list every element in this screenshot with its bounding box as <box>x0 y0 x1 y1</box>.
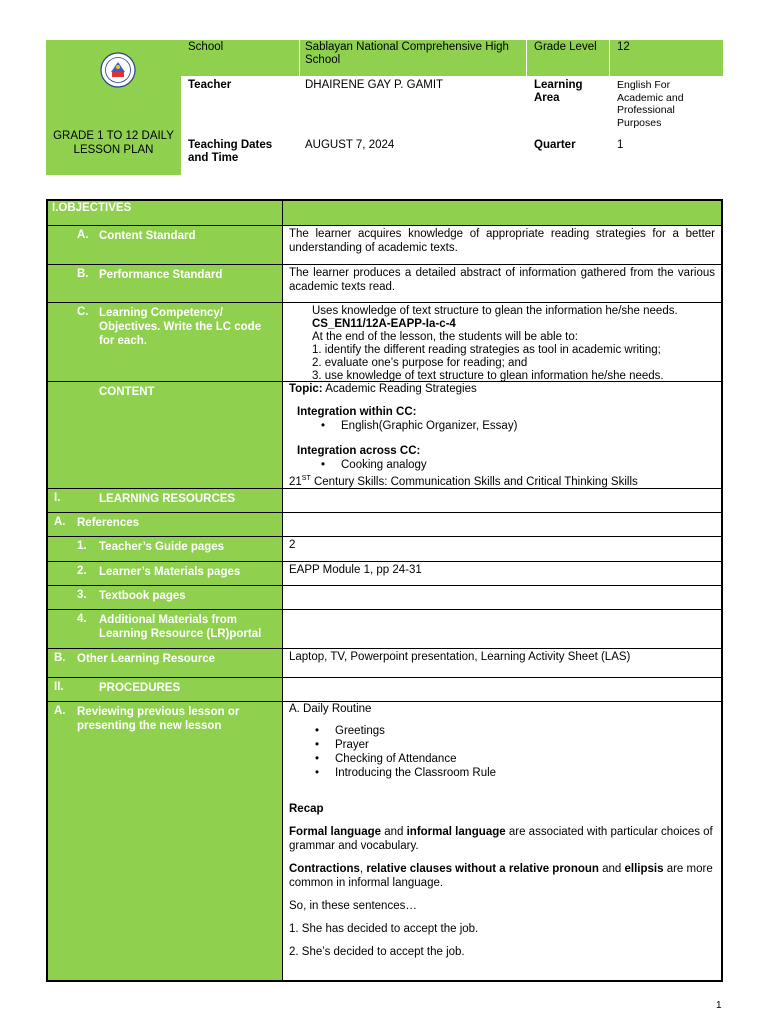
teaching-dates-label: Teaching Dates and Time <box>188 139 273 164</box>
learning-resources-row: I. LEARNING RESOURCES <box>48 489 721 513</box>
quarter-label: Quarter <box>534 139 576 151</box>
content-standard-label: Content Standard <box>99 230 196 242</box>
learners-materials-value: EAPP Module 1, pp 24-31 <box>289 564 422 576</box>
page-number: 1 <box>716 1000 722 1011</box>
routine-item-classroom-rule: • Introducing the Classroom Rule <box>289 766 715 780</box>
reviewing-lesson-row: A. Reviewing previous lesson or presenting the new lesson A. Daily Routine • Greetings • Prayer • Checking of Attendance • Introducing the Classroom Rule Recap Formal language and informal language are associated with particular choices of grammar and vocabulary. Contractions, relative clauses without a relative pronoun and ellipsis are more common in informal language. So, in these sentences… 1. She has decided to accept the job. 2. She’s decided to accept the job. <box>48 702 721 980</box>
other-resource-label: Other Learning Resource <box>77 653 216 665</box>
teaching-dates-value: AUGUST 7, 2024 <box>305 139 395 151</box>
recap-paragraph-1: Formal language and informal language are associated with particular choices of grammar and vocabulary. <box>289 826 713 852</box>
school-value: Sablayan National Comprehensive High School <box>305 41 509 66</box>
learners-materials-label: Learner’s Materials pages <box>99 566 241 578</box>
teacher-value: DHAIRENE GAY P. GAMIT <box>305 79 444 91</box>
recap-title: Recap <box>289 803 324 815</box>
performance-standard-row: B. Performance Standard The learner produces a detailed abstract of information gathered from the various academic texts read. <box>48 265 721 303</box>
learners-materials-row: 2. Learner’s Materials pages EAPP Module 1, pp 24-31 <box>48 562 721 586</box>
example-sentence-2: 2. She’s decided to accept the job. <box>289 946 465 958</box>
integration-across-item: • Cooking analogy <box>295 458 715 472</box>
grade-level-label: Grade Level <box>534 41 597 53</box>
example-sentence-1: 1. She has decided to accept the job. <box>289 923 479 935</box>
routine-item-greetings: • Greetings <box>289 724 715 738</box>
routine-item-prayer: • Prayer <box>289 738 715 752</box>
performance-standard-label: Performance Standard <box>99 269 223 281</box>
daily-routine-title: A. Daily Routine <box>289 703 372 715</box>
recap-paragraph-3: So, in these sentences… <box>289 900 417 912</box>
learning-area-label: Learning Area <box>534 79 583 104</box>
lesson-plan-table <box>46 199 723 982</box>
topic-label: Topic: <box>289 383 323 395</box>
school-label: School <box>188 41 224 53</box>
additional-materials-row: 4. Additional Materials from Learning Resource (LR)portal <box>48 610 721 649</box>
objectives-heading-row <box>48 201 721 226</box>
topic-value: Academic Reading Strategies <box>322 383 477 395</box>
content-row <box>48 382 721 489</box>
references-row: A. References <box>48 513 721 537</box>
teacher-label: Teacher <box>188 79 232 91</box>
content-standard-row: A. Content Standard The learner acquires knowledge of appropriate reading strategies for a better understanding of academic texts. <box>48 226 721 265</box>
deped-seal-icon <box>100 52 136 88</box>
document-title: GRADE 1 TO 12 DAILY LESSON PLAN <box>53 130 174 156</box>
competency-item-2: 2. evaluate one’s purpose for reading; and <box>312 357 528 369</box>
routine-item-attendance: • Checking of Attendance <box>289 752 715 766</box>
reviewing-lesson-label: Reviewing previous lesson or presenting the new lesson <box>77 706 240 732</box>
teachers-guide-label: Teacher’s Guide pages <box>99 541 225 553</box>
teachers-guide-row: 1. Teacher’s Guide pages 2 <box>48 537 721 562</box>
learning-area-value: English For Academic and Professional Purposes <box>617 79 684 129</box>
performance-standard-text: The learner produces a detailed abstract of information gathered from the various academic texts read. <box>289 267 715 293</box>
competency-item-3: 3. use knowledge of text structure to glean information he/she needs. <box>312 370 664 382</box>
procedures-heading: PROCEDURES <box>99 682 181 694</box>
content-label: CONTENT <box>99 386 155 398</box>
competency-code: CS_EN11/12A-EAPP-Ia-c-4 <box>312 318 456 330</box>
textbook-pages-row: 3. Textbook pages <box>48 586 721 610</box>
century-skills: 21ST Century Skills: Communication Skills and Critical Thinking Skills <box>289 475 638 488</box>
references-label: References <box>77 517 140 529</box>
competency-item-1: 1. identify the different reading strategies as tool in academic writing; <box>312 344 661 356</box>
integration-within-label: Integration within CC: <box>297 406 417 418</box>
textbook-pages-label: Textbook pages <box>99 590 186 602</box>
learning-competency-row: C. Learning Competency/ Objectives. Write the LC code for each. Uses knowledge of text structure to glean the information he/she needs. CS_EN11/12A-EAPP-Ia-c-4 At the end of the lesson, the students will be able to: 1. identify the different reading strategies as tool in academic writing; 2. evaluate one’s purpose for reading; and 3. use knowledge of text structure to glean information he/she needs. <box>48 303 721 382</box>
competency-intro: Uses knowledge of text structure to glean the information he/she needs. <box>312 305 678 317</box>
other-resource-row: B. Other Learning Resource Laptop, TV, Powerpoint presentation, Learning Activity Sheet (LAS) <box>48 649 721 678</box>
content-standard-text: The learner acquires knowledge of appropriate reading strategies for a better understanding of academic texts. <box>289 228 715 254</box>
other-resource-value: Laptop, TV, Powerpoint presentation, Learning Activity Sheet (LAS) <box>289 651 631 663</box>
teachers-guide-value: 2 <box>289 539 296 551</box>
recap-paragraph-2: Contractions, relative clauses without a relative pronoun and ellipsis are more common in informal language. <box>289 863 713 889</box>
procedures-row: II. PROCEDURES <box>48 678 721 702</box>
learning-competency-label: Learning Competency/ Objectives. Write the LC code for each. <box>99 307 262 347</box>
header-title-cell <box>46 40 181 175</box>
integration-across-label: Integration across CC: <box>297 445 421 457</box>
additional-materials-label: Additional Materials from Learning Resource (LR)portal <box>99 614 262 640</box>
lesson-plan-header <box>46 40 723 175</box>
integration-within-item: • English(Graphic Organizer, Essay) <box>295 419 715 433</box>
learning-resources-heading: LEARNING RESOURCES <box>99 493 236 505</box>
objectives-heading: I.OBJECTIVES <box>52 202 132 214</box>
grade-level-value: 12 <box>617 41 630 53</box>
quarter-value: 1 <box>617 139 624 151</box>
competency-lead: At the end of the lesson, the students will be able to: <box>312 331 578 343</box>
